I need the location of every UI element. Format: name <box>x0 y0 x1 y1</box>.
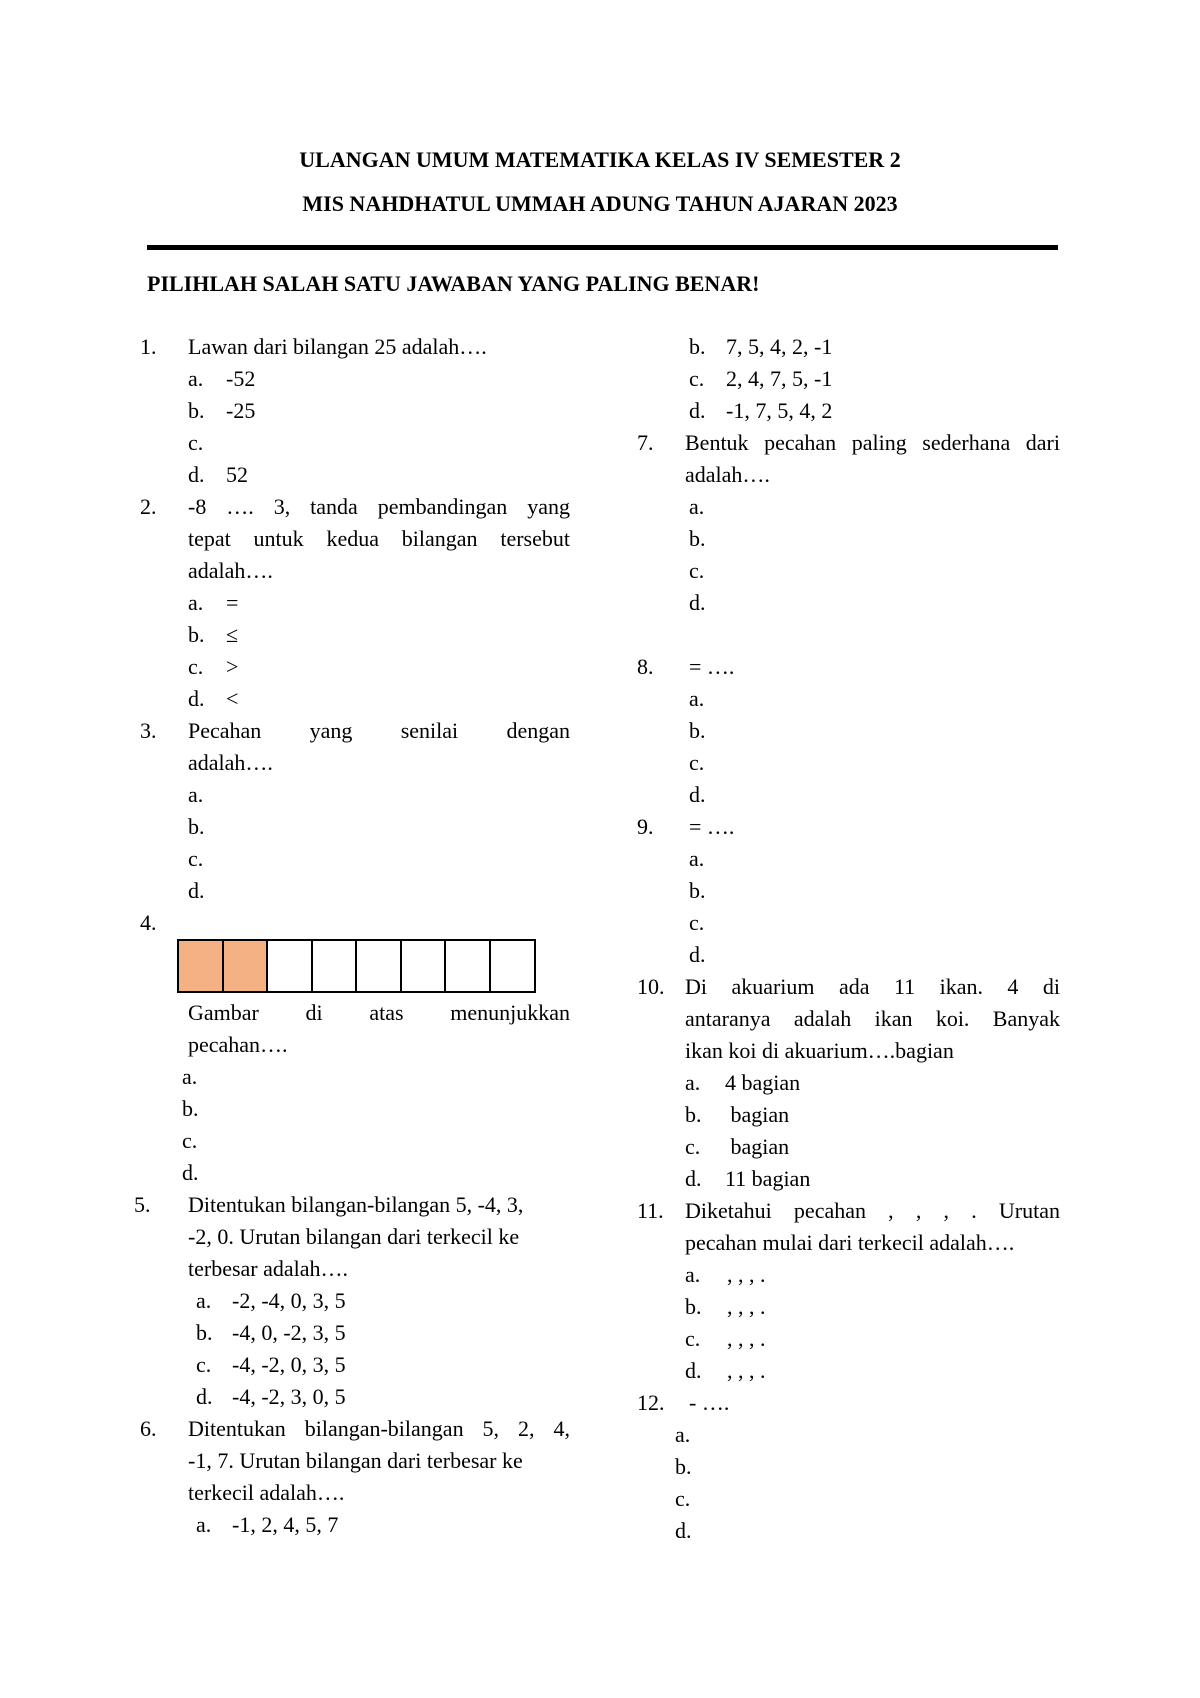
option-c: c. bagian <box>685 1134 790 1159</box>
question-text: pecahan mulai dari terkecil adalah…. <box>685 1230 1015 1255</box>
option-b: b. -4, 0, -2, 3, 5 <box>196 1320 346 1345</box>
fraction-cell-empty <box>266 939 313 993</box>
question-text: Ditentukan bilangan-bilangan 5, 2, 4, <box>188 1416 570 1441</box>
question-text: terbesar adalah…. <box>188 1256 349 1281</box>
question-number: 7. <box>637 430 654 455</box>
question-text: Pecahan yang senilai dengan <box>188 718 570 743</box>
school-title: MIS NAHDHATUL UMMAH ADUNG TAHUN AJARAN 2023 <box>302 191 898 216</box>
question-text: pecahan…. <box>188 1032 288 1057</box>
question-text: tepat untuk kedua bilangan tersebut <box>188 526 570 551</box>
option-c: c. <box>188 846 204 871</box>
question-6 <box>140 1413 570 1541</box>
question-2 <box>140 491 570 715</box>
question-text: = …. <box>689 654 735 679</box>
fraction-cell-empty <box>400 939 447 993</box>
question-text: -8 …. 3, tanda pembandingan yang <box>188 494 570 519</box>
question-number: 9. <box>637 814 654 839</box>
question-text: adalah…. <box>685 462 770 487</box>
question-text: Lawan dari bilangan 25 adalah…. <box>188 334 487 359</box>
option-c: c. 2, 4, 7, 5, -1 <box>689 366 833 391</box>
right-column <box>637 331 1060 1547</box>
option-c: c. , , , . <box>685 1326 766 1351</box>
option-c: c. <box>188 430 204 455</box>
question-1 <box>140 331 570 491</box>
left-column <box>134 331 570 1541</box>
question-text: terkecil adalah…. <box>188 1480 345 1505</box>
option-d: d. <box>689 782 706 807</box>
option-c: c. -4, -2, 0, 3, 5 <box>196 1352 346 1377</box>
question-12 <box>637 1387 1060 1547</box>
question-text: adalah…. <box>188 750 273 775</box>
option-b: b. <box>689 718 706 743</box>
question-text: = …. <box>689 814 735 839</box>
option-d: d. 52 <box>188 462 248 487</box>
option-b: b. <box>689 878 706 903</box>
question-text: adalah…. <box>188 558 273 583</box>
question-number: 12. <box>637 1390 665 1415</box>
option-d: d. , , , . <box>685 1358 766 1383</box>
option-c: c. <box>689 910 705 935</box>
option-d: d. <box>182 1160 199 1185</box>
option-d: d. 11 bagian <box>685 1166 811 1191</box>
option-a: a. <box>689 494 705 519</box>
question-6-continued <box>637 331 1060 427</box>
option-b: b. <box>182 1096 199 1121</box>
option-b: b. -25 <box>188 398 256 423</box>
exam-title: ULANGAN UMUM MATEMATIKA KELAS IV SEMESTER 2 <box>299 147 901 172</box>
option-b: b. <box>188 814 205 839</box>
question-11 <box>637 1195 1060 1387</box>
question-text: Gambar di atas menunjukkan <box>188 1000 570 1025</box>
question-number: 1. <box>140 334 157 359</box>
option-d: d. <box>689 942 706 967</box>
option-d: d. <box>689 590 706 615</box>
question-3 <box>140 715 570 907</box>
option-c: c. <box>182 1128 198 1153</box>
option-a: a. <box>675 1422 691 1447</box>
instruction: PILIHLAH SALAH SATU JAWABAN YANG PALING BENAR! <box>147 271 760 296</box>
question-4 <box>140 907 570 1189</box>
option-c: c. <box>689 750 705 775</box>
option-b: b. bagian <box>685 1102 790 1127</box>
fraction-cell-filled <box>222 939 269 993</box>
fraction-cell-empty <box>444 939 491 993</box>
option-a: a. <box>689 846 705 871</box>
question-5 <box>134 1189 570 1413</box>
option-a: a. 4 bagian <box>685 1070 801 1095</box>
option-b: b. ≤ <box>188 622 239 647</box>
header-divider <box>147 245 1058 250</box>
option-c: c. <box>689 558 705 583</box>
question-number: 10. <box>637 974 665 999</box>
option-a: a. , , , . <box>685 1262 766 1287</box>
option-a: a. -1, 2, 4, 5, 7 <box>196 1512 339 1537</box>
fraction-cell-filled <box>177 939 224 993</box>
question-number: 5. <box>134 1192 151 1217</box>
option-a: a. <box>182 1064 198 1089</box>
question-number: 3. <box>140 718 157 743</box>
option-b: b. <box>675 1454 692 1479</box>
fraction-bar-figure <box>177 939 570 997</box>
question-text: antaranya adalah ikan koi. Banyak <box>685 1006 1060 1031</box>
option-d: d. < <box>188 686 239 711</box>
option-b: b. <box>689 526 706 551</box>
option-d: d. -4, -2, 3, 0, 5 <box>196 1384 346 1409</box>
question-7 <box>637 427 1060 651</box>
question-10 <box>637 971 1060 1195</box>
question-text: Bentuk pecahan paling sederhana dari <box>685 430 1060 455</box>
question-text: -1, 7. Urutan bilangan dari terbesar ke <box>188 1448 523 1473</box>
question-text: - …. <box>689 1390 730 1415</box>
option-a: a. -52 <box>188 366 256 391</box>
option-d: d. -1, 7, 5, 4, 2 <box>689 398 833 423</box>
option-c: c. <box>675 1486 691 1511</box>
question-text: -2, 0. Urutan bilangan dari terkecil ke <box>188 1224 520 1249</box>
option-b: b. , , , . <box>685 1294 766 1319</box>
question-8 <box>637 651 1060 811</box>
option-d: d. <box>188 878 205 903</box>
question-text: Di akuarium ada 11 ikan. 4 di <box>685 974 1060 999</box>
option-c: c. > <box>188 654 239 679</box>
question-number: 4. <box>140 910 157 935</box>
option-a: a. -2, -4, 0, 3, 5 <box>196 1288 346 1313</box>
question-text: Ditentukan bilangan-bilangan 5, -4, 3, <box>188 1192 524 1217</box>
question-text: Diketahui pecahan , , , . Urutan <box>685 1198 1060 1223</box>
option-b: b. 7, 5, 4, 2, -1 <box>689 334 833 359</box>
question-number: 11. <box>637 1198 664 1223</box>
question-text: ikan koi di akuarium….bagian <box>685 1038 954 1063</box>
question-number: 6. <box>140 1416 157 1441</box>
fraction-cell-empty <box>489 939 536 993</box>
option-a: a. <box>188 782 204 807</box>
option-a: a. <box>689 686 705 711</box>
fraction-cell-empty <box>311 939 358 993</box>
question-number: 8. <box>637 654 654 679</box>
option-a: a. = <box>188 590 239 615</box>
fraction-cell-empty <box>355 939 402 993</box>
question-9 <box>637 811 1060 971</box>
question-number: 2. <box>140 494 157 519</box>
option-d: d. <box>675 1518 692 1543</box>
